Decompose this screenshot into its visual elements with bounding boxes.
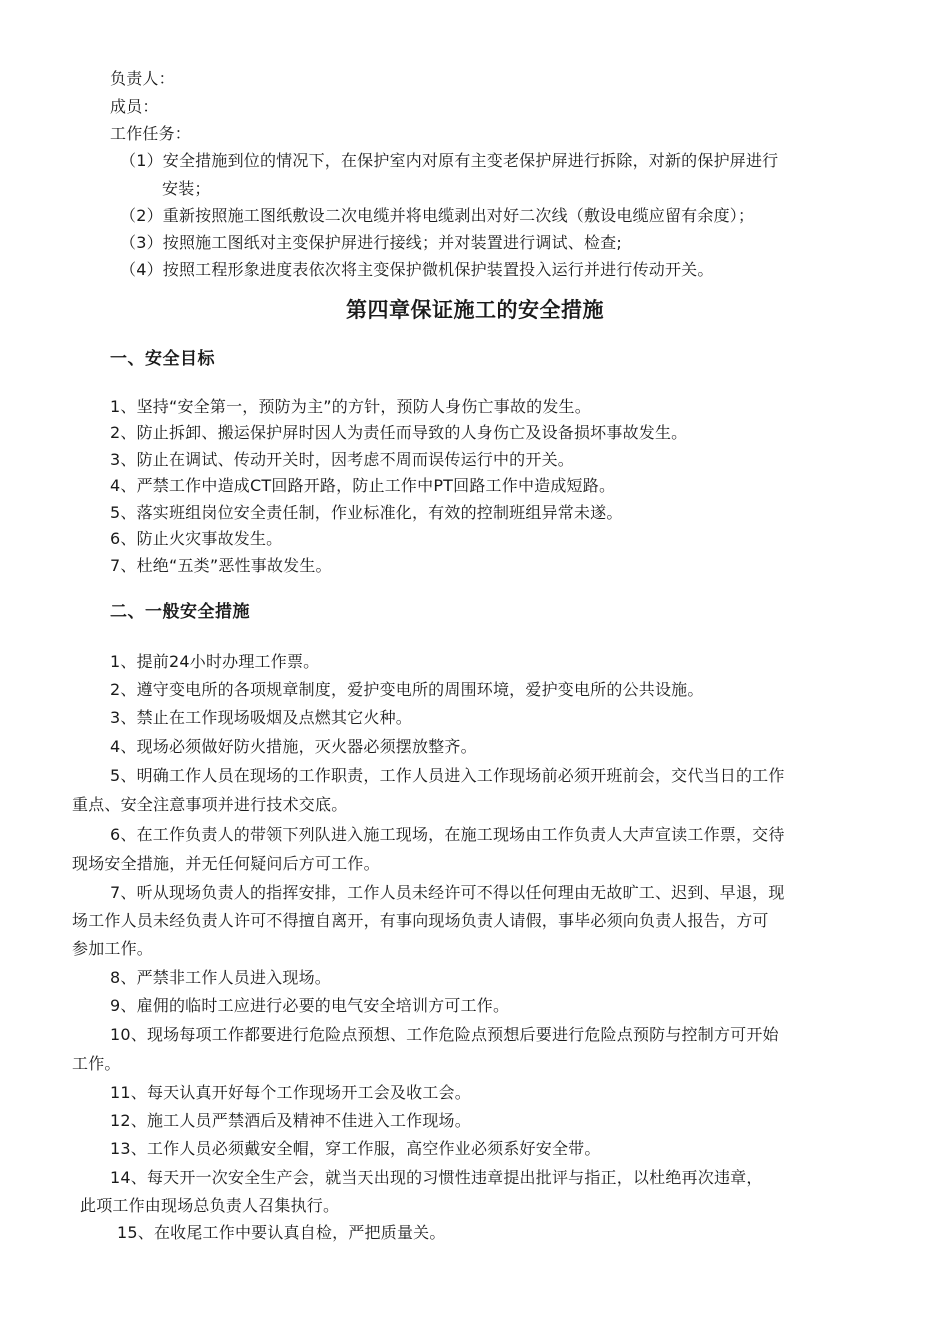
list-item: 12、施工人员严禁酒后及精神不佳进入工作现场。 <box>110 1111 471 1130</box>
list-item-cont: 现场安全措施，并无任何疑问后方可工作。 <box>72 854 380 873</box>
chapter-title: 第四章保证施工的安全措施 <box>346 298 604 322</box>
list-item: 5、落实班组岗位安全责任制，作业标准化，有效的控制班组异常未遂。 <box>110 503 623 522</box>
list-item: 1、提前24小时办理工作票。 <box>110 652 320 671</box>
list-item: 9、雇佣的临时工应进行必要的电气安全培训方可工作。 <box>110 996 510 1015</box>
tasks-label: 工作任务： <box>110 124 192 143</box>
task-item-1: （1）安全措施到位的情况下，在保护室内对原有主变老保护屏进行拆除，对新的保护屏进行 <box>120 151 779 170</box>
list-item: 4、现场必须做好防火措施，灭火器必须摆放整齐。 <box>110 737 477 756</box>
members-label: 成员： <box>110 97 159 116</box>
list-item: 13、工作人员必须戴安全帽，穿工作服，高空作业必须系好安全带。 <box>110 1139 601 1158</box>
list-item-cont: 工作。 <box>72 1054 121 1073</box>
list-item: 3、禁止在工作现场吸烟及点燃其它火种。 <box>110 708 412 727</box>
list-item: 3、防止在调试、传动开关时，因考虑不周而误传运行中的开关。 <box>110 450 574 469</box>
list-item: 7、听从现场负责人的指挥安排，工作人员未经许可不得以任何理由无故旷工、迟到、早退，现 <box>110 883 785 902</box>
list-item: 8、严禁非工作人员进入现场。 <box>110 968 331 987</box>
list-item: 11、每天认真开好每个工作现场开工会及收工会。 <box>110 1083 471 1102</box>
list-item: 6、防止火灾事故发生。 <box>110 529 283 548</box>
task-item-4: （4）按照工程形象进度表依次将主变保护微机保护装置投入运行并进行传动开关。 <box>120 260 714 279</box>
list-item: 14、每天开一次安全生产会，就当天出现的习惯性违章提出批评与指正，以杜绝再次违章， <box>110 1168 763 1187</box>
list-item: 5、明确工作人员在现场的工作职责，工作人员进入工作现场前必须开班前会，交代当日的工作 <box>110 766 785 785</box>
list-item: 7、杜绝“五类”恶性事故发生。 <box>110 556 332 575</box>
list-item: 1、坚持“安全第一，预防为主”的方针，预防人身伤亡事故的发生。 <box>110 397 591 416</box>
task-item-2: （2）重新按照施工图纸敷设二次电缆并将电缆剥出对好二次线（敷设电缆应留有余度）； <box>120 206 755 225</box>
list-item: 10、现场每项工作都要进行危险点预想、工作危险点预想后要进行危险点预防与控制方可开始 <box>110 1025 779 1044</box>
list-item: 2、遵守变电所的各项规章制度，爱护变电所的周围环境，爱护变电所的公共设施。 <box>110 680 704 699</box>
list-item-cont: 场工作人员未经负责人许可不得擅自离开，有事向现场负责人请假，事毕必须向负责人报告，方可 <box>72 911 769 930</box>
list-item: 6、在工作负责人的带领下列队进入施工现场，在施工现场由工作负责人大声宣读工作票，交待 <box>110 825 785 844</box>
list-item-cont: 重点、安全注意事项并进行技术交底。 <box>72 795 348 814</box>
task-item-1-cont: 安装； <box>162 179 211 198</box>
list-item-cont: 参加工作。 <box>72 939 154 958</box>
list-item-cont: 此项工作由现场总负责人召集执行。 <box>80 1196 340 1215</box>
section-heading-general-measures: 二、一般安全措施 <box>110 602 250 622</box>
task-item-3: （3）按照施工图纸对主变保护屏进行接线；并对装置进行调试、检查; <box>120 233 622 252</box>
section-heading-safety-goals: 一、安全目标 <box>110 349 215 369</box>
list-item: 2、防止拆卸、搬运保护屏时因人为责任而导致的人身伤亡及设备损坏事故发生。 <box>110 423 688 442</box>
list-item: 4、严禁工作中造成CT回路开路，防止工作中PT回路工作中造成短路。 <box>110 476 616 495</box>
list-item: 15、在收尾工作中要认真自检，严把质量关。 <box>117 1223 446 1242</box>
person-in-charge-label: 负责人： <box>110 69 175 88</box>
